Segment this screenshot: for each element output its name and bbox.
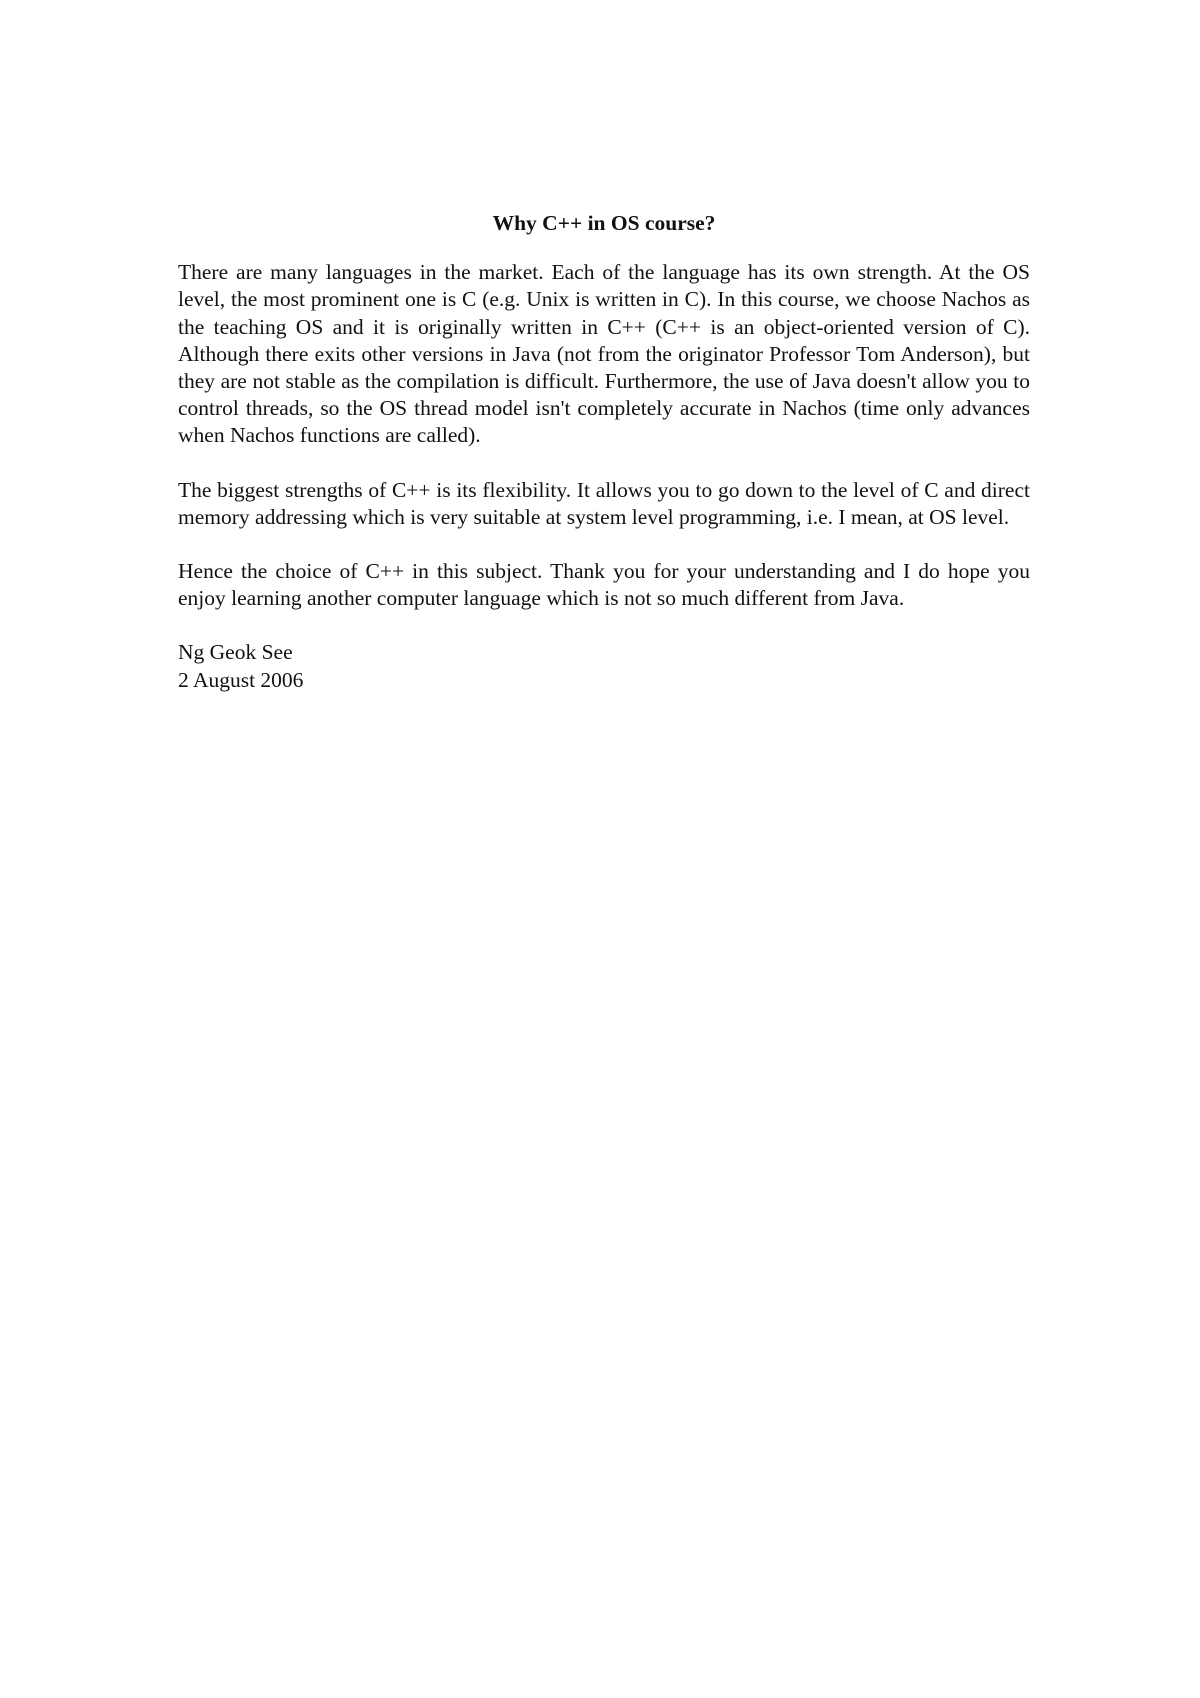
signature-date: 2 August 2006	[178, 667, 304, 692]
paragraph-strengths: The biggest strengths of C++ is its flexibility. It allows you to go down to the level of C and direct memory addressing which is very suitable at system level programming, i.e. I mean, at OS level.	[178, 477, 1030, 529]
signature-block	[178, 639, 1030, 693]
author-name: Ng Geok See	[178, 640, 293, 665]
document-title: Why C++ in OS course?	[492, 211, 716, 235]
paragraph-languages: There are many languages in the market. Each of the language has its own strength. At the OS level, the most prominent one is C (e.g. Unix is written in C). In this course, we choose Nachos as the teaching OS and it is originally written in C++ (C++ is an object-oriented version of C). Although there exits other versions in Java (not from the originator Professor Tom Anderson), but they are not stable as the compilation is difficult. Furthermore, the use of Java doesn't allow you to control threads, so the OS thread model isn't completely accurate in Nachos (time only advances when Nachos functions are called).	[178, 260, 1030, 448]
document-body	[178, 210, 1030, 694]
paragraph-conclusion: Hence the choice of C++ in this subject. Thank you for your understanding and I do hope you enjoy learning another computer language which is not so much different from Java.	[178, 559, 1030, 611]
